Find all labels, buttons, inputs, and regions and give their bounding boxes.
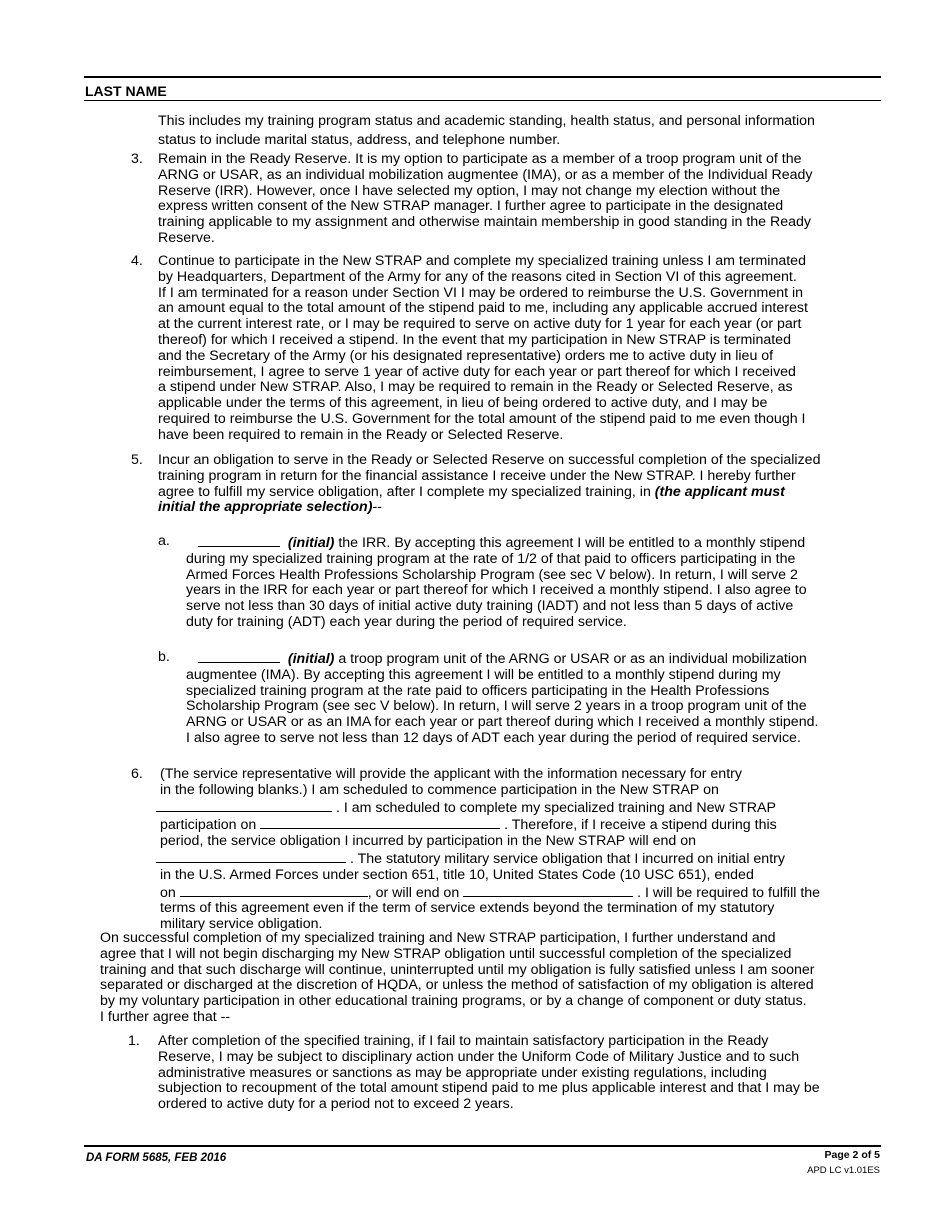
item4-text: Continue to participate in the New STRAP and complete my specialized training unless I am terminated by Headquarters, Department of the Army for any of the reasons cited in Section VI of this agreement. If I am terminated for a reason under Section VI I may be ordered to reimburse the U.S. Government in an amount equal to the total amount of the stipend paid to me, including any applicable accrued interest at the current interest rate, or I may be required to serve on active duty for 1 year for each year (or part thereof) for which I received a stipend. In the event that my participation in New STRAP is terminated and the Secretary of the Army (or his designated representative) orders me to active duty in lieu of reimbursement, I agree to serve 1 year of active duty for each year or part thereof for which I received a stipend under New STRAP. Also, I may be required to remain in the Ready or Selected Reserve, as applicable under the terms of this agreement, in lieu of being ordered to active duty, and I may be required to reimburse the U.S. Government for the total amount of the stipend paid to me even though I have been required to remain in the Ready or Selected Reserve. xyxy=(158,253,808,443)
item4-number: 4. xyxy=(131,253,143,269)
header-top-rule xyxy=(84,76,881,78)
header-bottom-rule xyxy=(84,100,881,101)
msob-ended-date-field[interactable] xyxy=(180,884,368,897)
commence-date-field[interactable] xyxy=(156,799,332,812)
complete-date-field[interactable] xyxy=(260,816,500,829)
obligation-end-date-field[interactable] xyxy=(156,850,346,863)
option-b-letter: b. xyxy=(158,649,170,665)
option-a-letter: a. xyxy=(158,533,170,549)
option-b-initial-field[interactable] xyxy=(198,650,280,663)
item3-text: Remain in the Ready Reserve. It is my option to participate as a member of a troop program unit of the ARNG or USAR, as an individual mobilization augmentee (IMA), or as a member of the Individual Ready Reserve (IRR). However, once I have selected my option, I may not change my election without the express written consent of the New STRAP manager. I further agree to participate in the designated training applicable to my assignment and otherwise maintain membership in good standing in the Ready Reserve. xyxy=(158,151,813,246)
form-id: DA FORM 5685, FEB 2016 xyxy=(86,1152,227,1164)
option-a-text: (initial) the IRR. By accepting this agreement I will be entitled to a monthly stipend during my specialized training program at the rate of 1/2 of that paid to officers participating in the Armed Forces Health Professions Scholarship Program (see sec V below). In return, I will serve 2 years in the IRR for each year or part thereof for which I received a monthly stipend. I also agree to serve not less than 30 days of initial active duty training (IADT) and not less than 5 days of active duty for training (ADT) each year during the period of required service. xyxy=(186,535,807,630)
msob-will-end-date-field[interactable] xyxy=(463,884,633,897)
item3-number: 3. xyxy=(131,151,143,167)
closing-paragraph: On successful completion of my specialized training and New STRAP participation, I further understand and agree that I will not begin discharging my New STRAP obligation until successful completion of the specialized training and that such discharge will continue, uninterrupted until my obligation is fully satisfied unless I am sooner separated or discharged at the discretion of HQDA, or unless the method of satisfaction of my obligation is altered by my voluntary participation in other educational training programs, or by a change of component or duty status. I further agree that -- xyxy=(100,930,815,1025)
page-number: Page 2 of 5 xyxy=(824,1149,880,1161)
option-a-initial-field[interactable] xyxy=(198,534,280,547)
item5-text: Incur an obligation to serve in the Ready or Selected Reserve on successful completion of the specialized training program in return for the financial assistance I receive under the New STRAP. I hereby further agree to fulfill my service obligation, after I complete my specialized training, in (the applicant must initial the appropriate selection)-- xyxy=(158,452,821,516)
intro-continuation: This includes my training program status and academic standing, health status, and personal information status to include marital status, address, and telephone number. xyxy=(158,113,815,148)
item6-number: 6. xyxy=(131,766,143,782)
form-version: APD LC v1.01ES xyxy=(807,1165,880,1176)
further1-number: 1. xyxy=(128,1033,140,1049)
item6-text: (The service representative will provide the applicant with the information necessary for entry in the following blanks.) I am scheduled to commence participation in the New STRAP on . I am scheduled to complete my specialized training and New STRAP participation on . Therefore, if I receive a stipend during this period, the service obligation I incurred by participation in the New STRAP will end on . The statutory military service obligation that I incurred on initial entry in the U.S. Armed Forces under section 651, title 10, United States Code (10 USC 651), ended on , or will end on . I will be required to fulfill the terms of this agreement even if the term of service extends beyond the termination of my statutory military service obligation. xyxy=(160,767,885,933)
item5-number: 5. xyxy=(131,452,143,468)
further1-text: After completion of the specified training, if I fail to maintain satisfactory participation in the Ready Reserve, I may be subject to disciplinary action under the Uniform Code of Military Justice and to such administrative measures or sanctions as may be appropriate under existing regulations, including subjection to recoupment of the total amount stipend paid to me plus applicable interest and that I may be ordered to active duty for a period not to exceed 2 years. xyxy=(158,1033,820,1113)
last-name-label: LAST NAME xyxy=(85,83,167,99)
option-b-text: (initial) a troop program unit of the ARNG or USAR or as an individual mobilization augmentee (IMA). By accepting this agreement I will be entitled to a monthly stipend during my specialized training program at the rate paid to officers participating in the Health Professions Scholarship Program (see sec V below). In return, I will serve 2 years in a troop program unit of the ARNG or USAR or as an IMA for each year or part thereof during which I received a monthly stipend. I also agree to serve not less than 12 days of ADT each year during the period of required service. xyxy=(186,651,819,746)
footer-rule xyxy=(84,1145,881,1147)
